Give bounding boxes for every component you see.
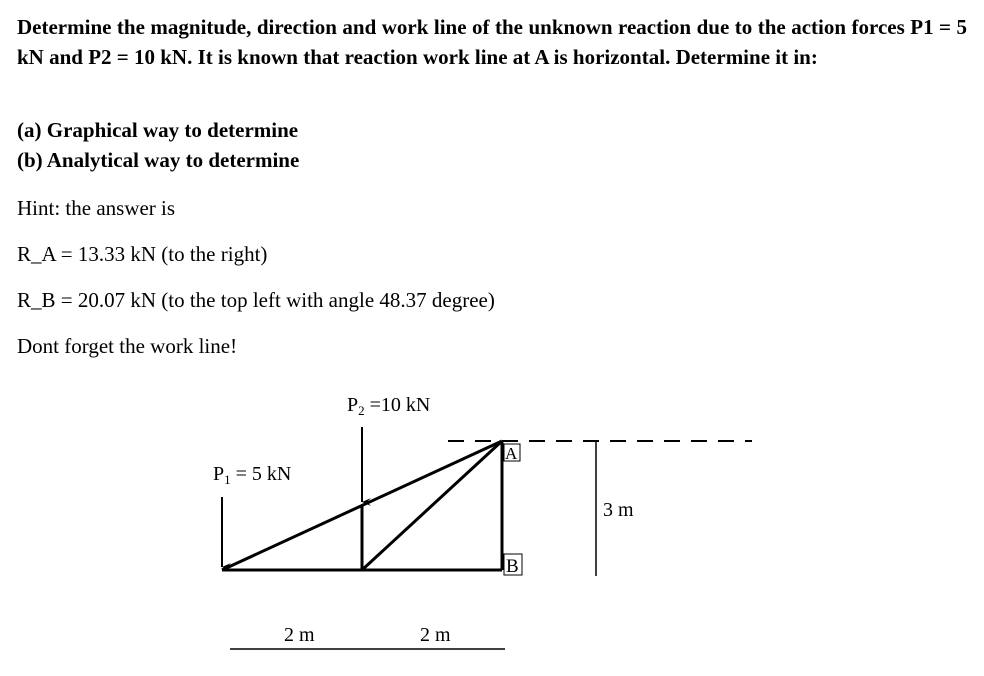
hint-ra: R_A = 13.33 kN (to the right) [17, 242, 268, 266]
label-b: B [506, 556, 519, 577]
p2-label-value: =10 kN [364, 394, 431, 416]
p1-label-value: = 5 kN [230, 463, 292, 485]
truss-diagonal [362, 441, 502, 570]
p1-label-sub: 1 [224, 472, 231, 487]
dim-right-label: 2 m [420, 624, 451, 646]
p1-label [213, 463, 291, 487]
dim-height-label: 3 m [603, 499, 634, 521]
hint-intro: Hint: the answer is [17, 196, 176, 220]
problem-statement: Determine the magnitude, direction and work line of the unknown reaction due to the action forces P1 = 5 kN and P2 = 10 kN. It is known that reaction work line at A is horizontal. Determine it in: [17, 15, 967, 69]
p2-label [347, 394, 430, 418]
label-a: A [505, 444, 518, 463]
part-b: (b) Analytical way to determine [17, 148, 300, 172]
hint-rb: R_B = 20.07 kN (to the top left with angle 48.37 degree) [17, 288, 495, 312]
dim-left-label: 2 m [284, 624, 315, 646]
part-a: (a) Graphical way to determine [17, 118, 299, 142]
p2-label-sub: 2 [358, 403, 365, 418]
hint-reminder: Dont forget the work line! [17, 334, 238, 358]
p1-label-main: P [213, 463, 225, 485]
p2-label-main: P [347, 394, 359, 416]
